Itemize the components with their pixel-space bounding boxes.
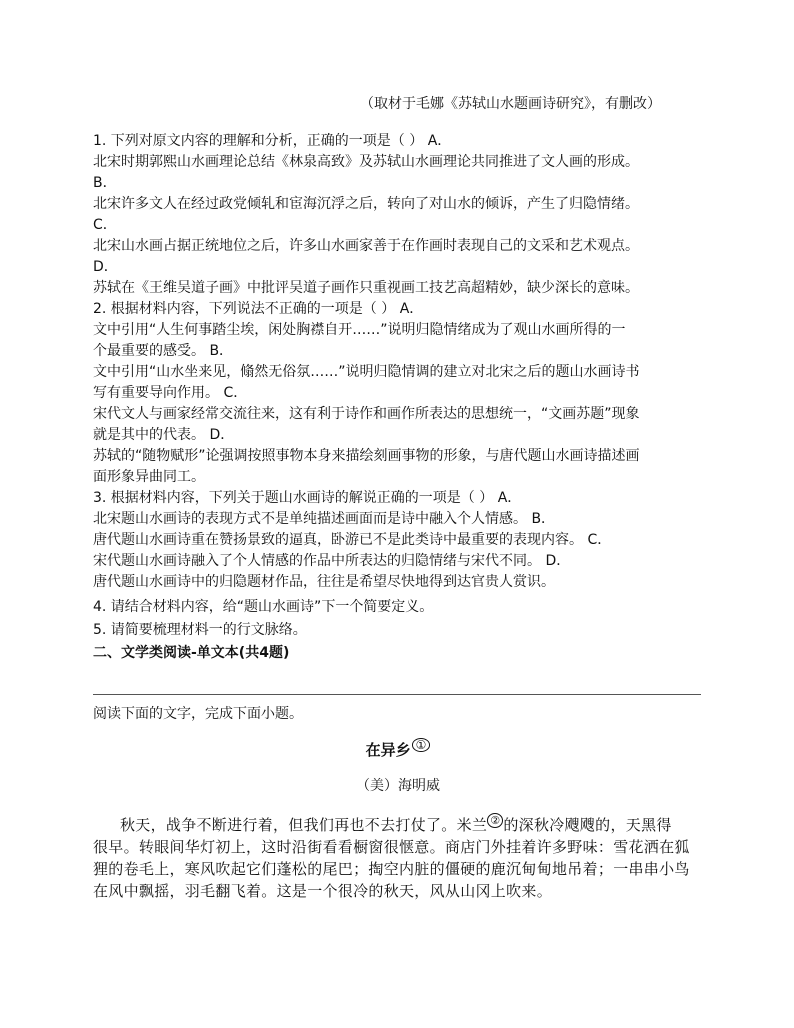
q1-option-a: 北宋时期郭熙山水画理论总结《林泉高致》及苏轼山水画理论共同推进了文人画的形成。: [93, 154, 639, 170]
q2-option-b-line2: 写有重要导向作用。 C．: [93, 385, 248, 401]
q1-label-d: D．: [93, 259, 118, 275]
divider-line: [93, 694, 701, 695]
question-5: 5. 请简要梳理材料一的行文脉络。: [93, 622, 307, 638]
story-line-1-head: 秋天，战争不断进行着，但我们再也不去打仗了。米兰: [120, 816, 488, 834]
q2-option-a-line1: 文中引用“人生何事踏尘埃，闲处胸襟自开……”说明归隐情绪成为了观山水画所得的一: [93, 322, 626, 338]
story-author: （美）海明威: [356, 778, 440, 794]
q2-option-a-line2: 个最重要的感受。 B．: [93, 343, 234, 359]
source-note: （取材于毛娜《苏轼山水题画诗研究》，有删改）: [360, 96, 661, 112]
q2-option-b-line1: 文中引用“山水坐来见，翛然无俗氛……”说明归隐情调的建立对北宋之后的题山水画诗书: [93, 364, 640, 380]
story-title: [93, 738, 703, 761]
q2-option-d-line2: 面形象异曲同工。: [93, 469, 205, 485]
q1-label-b: B．: [93, 175, 117, 191]
story-paragraph-line-4: 在风中飘摇，羽毛翻飞着。这是一个很冷的秋天，风从山冈上吹来。: [93, 882, 553, 900]
story-paragraph-line-2: 很早。转眼间华灯初上，这时沿街看看橱窗很惬意。商店门外挂着许多野味：雪花洒在狐: [93, 838, 690, 856]
question-2-stem: 2. 根据材料内容，下列说法不正确的一项是（ ） A．: [93, 301, 424, 317]
footnote-marker-2: ②: [487, 813, 503, 828]
q1-label-c: C．: [93, 217, 117, 233]
q3-option-b: 唐代题山水画诗重在赞扬景致的逼真，卧游已不是此类诗中最重要的表现内容。 C．: [93, 532, 612, 548]
q2-option-c-line2: 就是其中的代表。 D．: [93, 427, 235, 443]
q3-option-d: 唐代题山水画诗中的归隐题材作品，往往是希望尽快地得到达官贵人赏识。: [93, 574, 555, 590]
footnote-marker-1: ①: [412, 738, 431, 752]
story-paragraph-line-3: 狸的卷毛上，寒风吹起它们蓬松的尾巴；掏空内脏的僵硬的鹿沉甸甸地吊着；一串串小鸟: [93, 860, 690, 878]
q1-option-b: 北宋许多文人在经过政党倾轧和宦海沉浮之后，转向了对山水的倾诉，产生了归隐情绪。: [93, 196, 639, 212]
question-3-stem: 3. 根据材料内容，下列关于题山水画诗的解说正确的一项是（ ） A．: [93, 490, 522, 506]
reading-instruction: 阅读下面的文字，完成下面小题。: [93, 706, 303, 722]
story-line-1-tail: 的深秋冷飕飕的，天黑得: [503, 816, 672, 834]
section-heading: 二、文学类阅读-单文本(共4题): [93, 645, 290, 661]
q3-option-a: 北宋题山水画诗的表现方式不是单纯描述画面而是诗中融入个人情感。 B．: [93, 511, 556, 527]
q1-option-d: 苏轼在《王维吴道子画》中批评吴道子画作只重视画工技艺高超精妙，缺少深长的意味。: [93, 280, 639, 296]
q3-option-c: 宋代题山水画诗融入了个人情感的作品中所表达的归隐情绪与宋代不同。 D．: [93, 553, 571, 569]
q2-option-d-line1: 苏轼的“随物赋形”论强调按照事物本身来描绘刻画事物的形象，与唐代题山水画诗描述画: [93, 448, 640, 464]
story-title-text: 在异乡: [365, 741, 411, 759]
q1-option-c: 北宋山水画占据正统地位之后，许多山水画家善于在作画时表现自己的文采和艺术观点。: [93, 238, 639, 254]
question-1-stem: 1. 下列对原文内容的理解和分析，正确的一项是（ ） A．: [93, 133, 452, 149]
story-paragraph-line-1: [120, 814, 705, 836]
q2-option-c-line1: 宋代文人与画家经常交流往来，这有利于诗作和画作所表达的思想统一，“文画苏题”现象: [93, 406, 640, 422]
question-4: 4. 请结合材料内容，给“题山水画诗”下一个简要定义。: [93, 599, 434, 615]
